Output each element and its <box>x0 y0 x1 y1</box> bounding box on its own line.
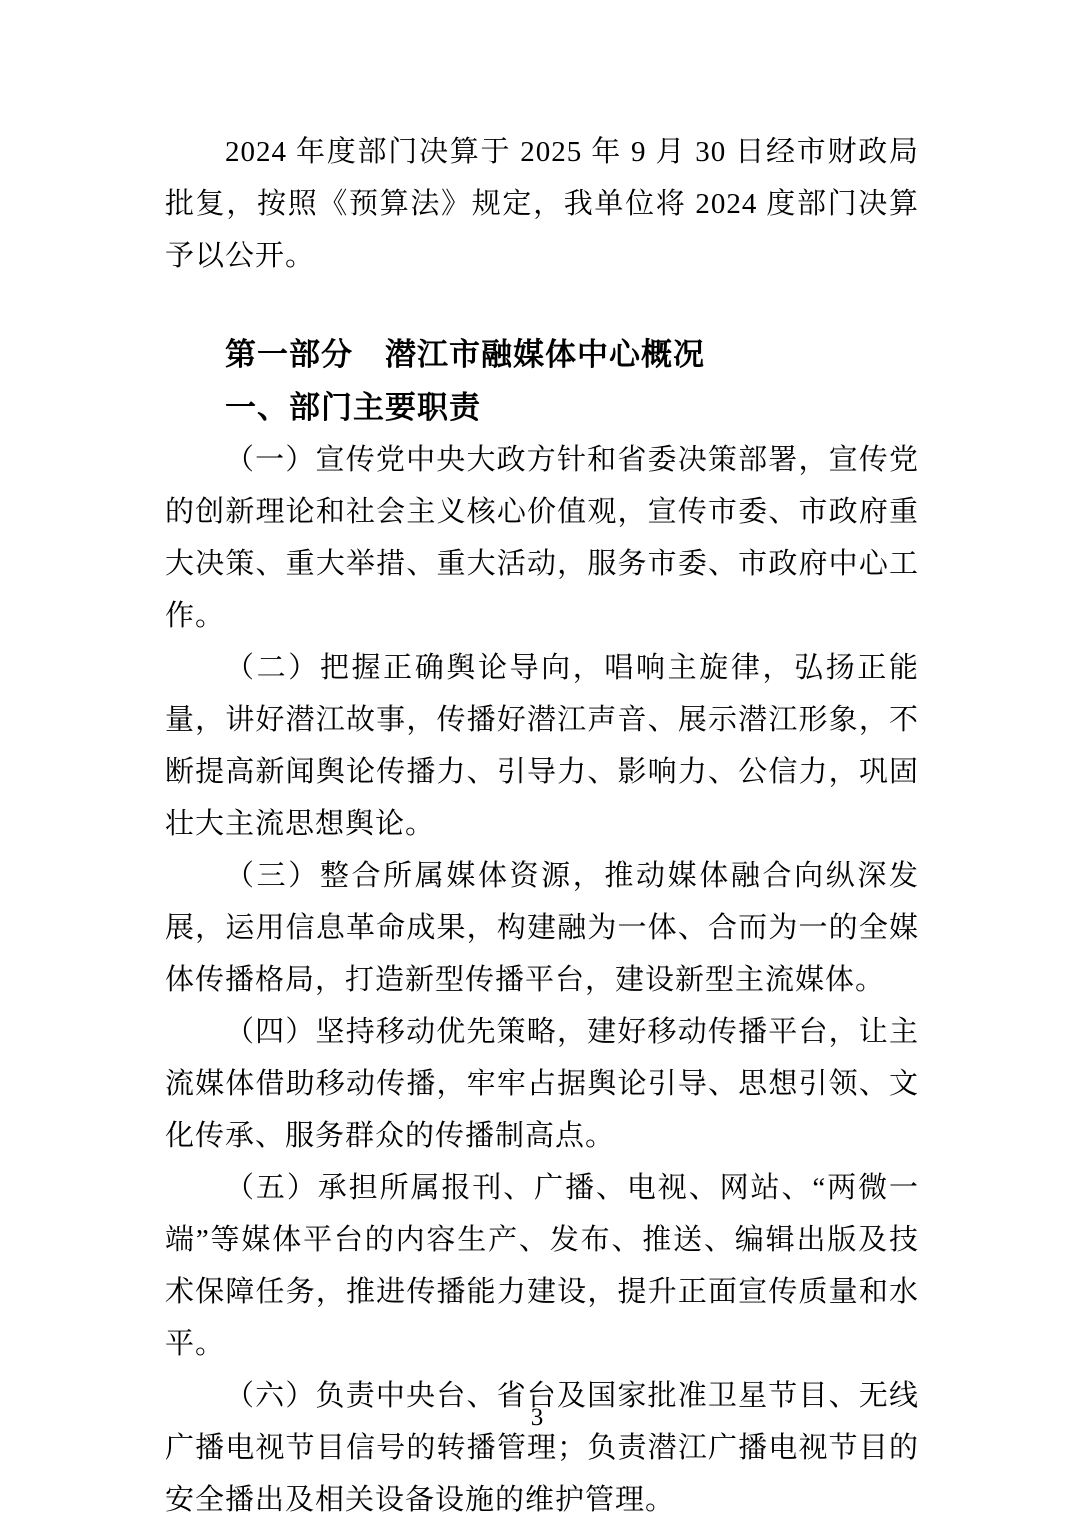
duty-paragraph-4: （四）坚持移动优先策略，建好移动传播平台，让主流媒体借助移动传播，牢牢占据舆论引导、思想引领、文化传承、服务群众的传播制高点。 <box>165 1016 919 1152</box>
duty-paragraph-5: （五）承担所属报刊、广播、电视、网站、“两微一端”等媒体平台的内容生产、发布、推送、编辑出版及技术保障任务，推进传播能力建设，提升正面宣传质量和水平。 <box>165 1172 919 1360</box>
opening-paragraph: 2024 年度部门决算于 2025 年 9 月 30 日经市财政局批复，按照《预算法》规定，我单位将 2024 度部门决算予以公开。 <box>165 136 919 272</box>
section-heading-part-one: 第一部分 潜江市融媒体中心概况 <box>225 337 705 372</box>
duty-paragraph-1: （一）宣传党中央大政方针和省委决策部署，宣传党的创新理论和社会主义核心价值观，宣传市委、市政府重大决策、重大举措、重大活动，服务市委、市政府中心工作。 <box>165 444 919 632</box>
subsection-heading-main-duties: 一、部门主要职责 <box>225 390 481 425</box>
duty-paragraph-3: （三）整合所属媒体资源，推动媒体融合向纵深发展，运用信息革命成果，构建融为一体、合而为一的全媒体传播格局，打造新型传播平台，建设新型主流媒体。 <box>165 860 919 996</box>
page-number: 3 <box>530 1404 544 1431</box>
duty-paragraph-2: （二）把握正确舆论导向，唱响主旋律，弘扬正能量，讲好潜江故事，传播好潜江声音、展示潜江形象，不断提高新闻舆论传播力、引导力、影响力、公信力，巩固壮大主流思想舆论。 <box>165 652 919 840</box>
document-body <box>165 126 919 1520</box>
duty-paragraph-6: （六）负责中央台、省台及国家批准卫星节目、无线广播电视节目信号的转播管理；负责潜江广播电视节目的安全播出及相关设备设施的维护管理。 <box>165 1380 919 1516</box>
